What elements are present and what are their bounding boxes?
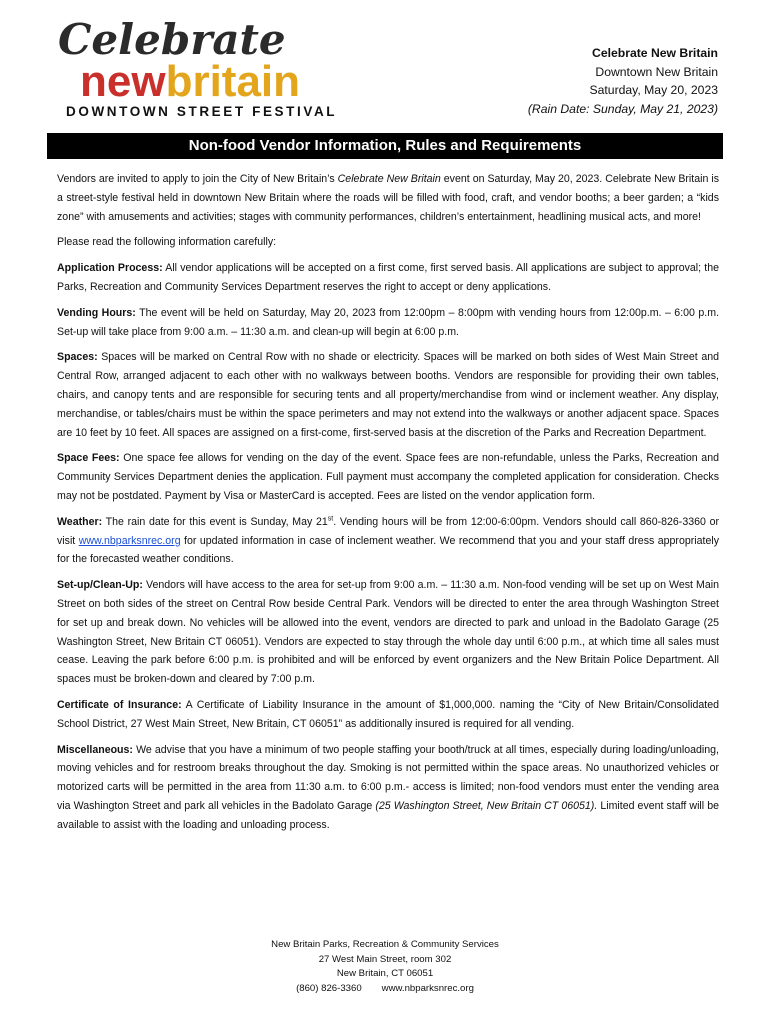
section-heading: Weather: [57, 515, 103, 528]
event-name: Celebrate New Britain [592, 46, 718, 60]
event-date: Saturday, May 20, 2023 [589, 83, 718, 97]
section-vending-hours: Vending Hours: The event will be held on Saturday, May 20, 2023 from 12:00pm – 8:00pm with vending hours from 12:00p.m. – 6:00 p.m. Set-up will take place from 9:00 a.m. – 11:30 a.m. and clean-up will begin at 6:00 p.m. [57, 306, 720, 338]
section-heading: Space Fees: [57, 452, 120, 465]
section-heading: Set-up/Clean-Up: [57, 579, 143, 592]
section-heading: Vending Hours: [57, 306, 136, 319]
footer-contact [0, 982, 770, 997]
footer-org: New Britain Parks, Recreation & Community Services [271, 939, 499, 950]
event-rain-date: (Rain Date: Sunday, May 21, 2023) [527, 101, 718, 116]
festival-logo [56, 16, 356, 120]
intro-instruction: Please read the following information carefully: [57, 236, 277, 249]
section-heading: Spaces: [57, 351, 98, 364]
section-spaces: Spaces: Spaces will be marked on Central Row with no shade or electricity. Spaces will be marked on both sides of West Main Street and Central Row, arranged adjacent to each other with no walkways between booths. Vendors are responsible for providing their own tables, chairs, and canopy tents and are responsible for securing tents and all property/merchandise from wind or inclement weather. Any display, merchandise, or tables/chairs must be within the space perimeters and may not extend into the walkways or another adjacent space. Spaces are 10 feet by 10 feet. All spaces are assigned on a first-come, first-served basis at the discretion of the Parks and Recreation Department. [57, 351, 719, 439]
section-weather: Weather: The rain date for this event is Sunday, May 21st. Vending hours will be from 12:00-6:00pm. Vendors should call 860-826-3360 or visit www.nbparksnrec.org for updated information in case of inclement weather. We recommend that you and your staff dress appropriately for the forecasted weather conditions. [57, 515, 720, 566]
logo-script-text: Celebrate [58, 16, 286, 64]
event-info [458, 44, 718, 118]
document-body [57, 170, 719, 842]
section-insurance: Certificate of Insurance: A Certificate of Liability Insurance in the amount of $1,000,000. naming the “City of New Britain/Consolidated School District, 27 West Main Street, New Britain, CT 06051” as additionally insured is required for all vending. [57, 698, 719, 730]
section-miscellaneous: Miscellaneous: We advise that you have a minimum of two people staffing your booth/truck at all times, especially during loading/unloading, moving vehicles and for restroom breaks throughout the day. Smoking is not permitted within the space areas. No unauthorized vehicles or motorized carts will be permitted in the area from 11:30 a.m. to 6:00 p.m.- access is limited; non-food vendors must enter the vending area via Washington Street and park all vehicles in the Badolato Garage (25 Washington Street, New Britain CT 06051). Limited event staff will be available to assist with the loading and unloading process. [57, 743, 719, 831]
section-application: Application Process: All vendor applications will be accepted on a first come, first served basis. All applications are subject to approval; the Parks, Recreation and Community Services Department reserves the right to accept or deny applications. [57, 262, 719, 293]
event-location: Downtown New Britain [595, 64, 718, 79]
section-heading: Miscellaneous: [57, 743, 133, 756]
logo-tagline: DOWNTOWN STREET FESTIVAL [66, 104, 338, 119]
footer-address-1: 27 West Main Street, room 302 [318, 953, 452, 965]
page-title: Non-food Vendor Information, Rules and Requirements [47, 133, 723, 159]
section-heading: Certificate of Insurance: [57, 698, 182, 711]
footer-phone: (860) 826-3360 [296, 982, 362, 994]
intro-paragraph: Vendors are invited to apply to join the City of New Britain’s Celebrate New Britain event on Saturday, May 20, 2023. Celebrate New Britain is a street-style festival held in downtown New Britain where the roads will be filled with food, craft, and vendor booths; a beer garden; a “kids zone” with amusements and activities; stages with community performances, children’s entertainment, headlining musical acts, and more! [57, 173, 719, 223]
logo-new-text: new [80, 57, 166, 106]
footer-website[interactable]: www.nbparksnrec.org [381, 982, 474, 994]
section-setup: Set-up/Clean-Up: Vendors will have access to the area for set-up from 9:00 a.m. – 11:30 a.m. Non-food vending will be set up on West Main Street on both sides of the street on Central Row beside Central Park. Vendors will be directed to enter the area through Washington Street for set up and break down. No vehicles will be allowed into the event, vendors are directed to park and unload in the Badolato Garage (25 Washington Street, New Britain CT 06051). Vendors are expected to stay through the whole day until 6:00 p.m., at which time all sales must cease. Leaving the park before 6:00 p.m. is prohibited and will be enforced by event organizers and the New Britain Police Department. All spaces must be broken-down and cleared by 7:00 p.m. [57, 579, 719, 686]
footer-address-2: New Britain, CT 06051 [336, 968, 434, 979]
logo-britain-text: britain [165, 57, 301, 106]
svg-text:newbritain [80, 57, 300, 106]
section-heading: Application Process: [57, 262, 163, 275]
website-link[interactable]: www.nbparksnrec.org [78, 534, 181, 547]
section-space-fees: Space Fees: One space fee allows for vending on the day of the event. Space fees are non-refundable, unless the Parks, Recreation and Community Services Department denies the application. Full payment must accompany the completed application for consideration. Checks may not be postdated. Payment by Visa or MasterCard is accepted. Fees are listed on the vendor application form. [57, 452, 719, 502]
footer [0, 938, 770, 996]
